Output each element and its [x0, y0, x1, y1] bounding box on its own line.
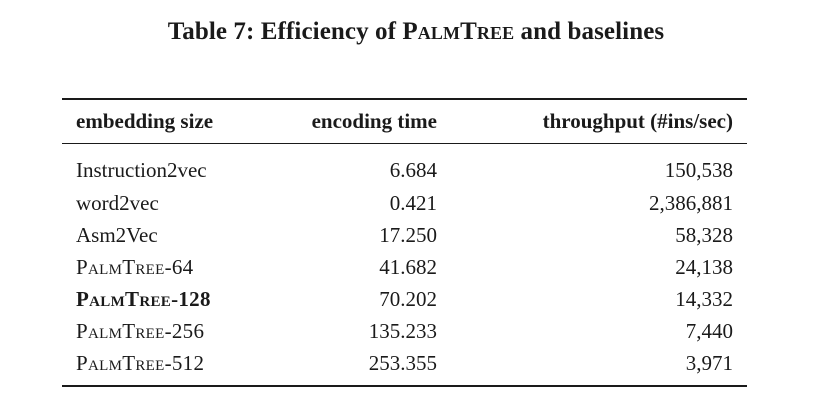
row-encoding-time: 70.202 — [379, 286, 437, 311]
row-throughput: 24,138 — [675, 254, 733, 279]
table-row — [62, 187, 747, 219]
row-encoding-time: 41.682 — [379, 254, 437, 279]
row-name-highlighted: PalmTree-128 — [76, 286, 211, 311]
caption-prefix: Table 7: Efficiency of — [167, 18, 403, 45]
table-row — [62, 315, 747, 347]
row-throughput: 2,386,881 — [649, 190, 733, 215]
table-header-row — [62, 99, 747, 144]
row-name: PalmTree-256 — [76, 318, 205, 343]
row-name: Asm2Vec — [76, 222, 158, 247]
table-row — [62, 144, 747, 188]
caption-model-name: PalmTree — [402, 18, 515, 45]
row-throughput: 14,332 — [675, 286, 733, 311]
row-throughput: 7,440 — [685, 318, 733, 343]
row-name: word2vec — [76, 190, 159, 215]
row-throughput: 58,328 — [675, 222, 733, 247]
row-encoding-time: 253.355 — [368, 350, 437, 375]
table-caption — [0, 18, 832, 46]
row-name: Instruction2vec — [76, 158, 207, 182]
efficiency-table — [62, 98, 747, 387]
row-throughput: 3,971 — [685, 350, 733, 375]
header-encoding-time: encoding time — [311, 109, 437, 133]
table-row — [62, 283, 747, 315]
header-embedding-size: embedding size — [76, 109, 214, 133]
row-throughput: 150,538 — [664, 158, 733, 182]
caption-suffix: and baselines — [514, 18, 665, 45]
table-row — [62, 251, 747, 283]
row-encoding-time: 0.421 — [389, 190, 437, 215]
row-name: PalmTree-64 — [76, 254, 194, 279]
row-name: PalmTree-512 — [76, 350, 205, 375]
row-encoding-time: 6.684 — [389, 158, 437, 182]
header-throughput: throughput (#ins/sec) — [542, 109, 733, 133]
row-encoding-time: 17.250 — [379, 222, 437, 247]
table-row — [62, 347, 747, 386]
row-encoding-time: 135.233 — [368, 318, 437, 343]
table-row — [62, 219, 747, 251]
